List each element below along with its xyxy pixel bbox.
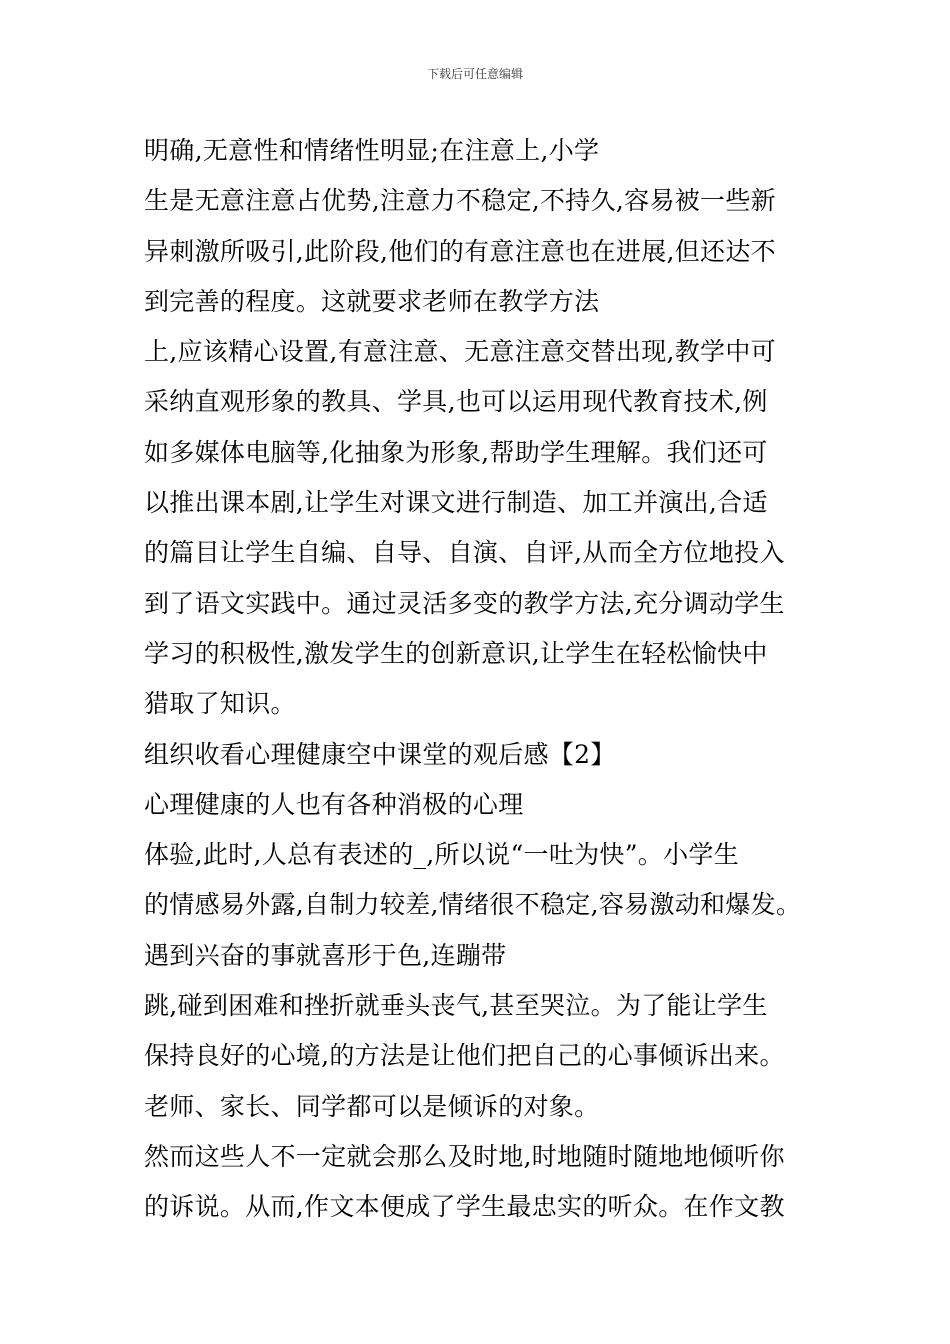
page-header: 下载后可任意编辑	[426, 67, 523, 81]
text-line: 保持良好的心境,的方法是让他们把自己的心事倾诉出来。	[144, 1041, 785, 1071]
text-line: 到完善的程度。这就要求老师在教学方法	[144, 286, 600, 316]
text-line: 跳,碰到困难和挫折就垂头丧气,甚至哭泣。为了能让学生	[144, 991, 768, 1021]
text-line: 老师、家长、同学都可以是倾诉的对象。	[144, 1091, 600, 1121]
body-text	[144, 128, 824, 1235]
text-line: 的篇目让学生自编、自导、自演、自评,从而全方位地投入	[144, 538, 785, 568]
text-line: 如多媒体电脑等,化抽象为形象,帮助学生理解。我们还可	[144, 437, 768, 467]
text-line: 明确,无意性和情绪性明显;在注意上,小学	[144, 136, 600, 165]
text-line: 的诉说。从而,作文本便成了学生最忠实的听众。在作文教	[144, 1192, 785, 1222]
text-line: 异刺激所吸引,此阶段,他们的有意注意也在进展,但还达不	[144, 236, 776, 266]
text-line: 生是无意注意占优势,注意力不稳定,不持久,容易被一些新	[144, 186, 776, 216]
text-line: 猎取了知识。	[144, 689, 296, 719]
text-line: 以推出课本剧,让学生对课文进行制造、加工并演出,合适	[144, 488, 768, 518]
text-line: 然而这些人不一定就会那么及时地,时地随时随地地倾听你	[144, 1141, 785, 1171]
text-line: 学习的积极性,激发学生的创新意识,让学生在轻松愉快中	[144, 638, 768, 668]
text-line: 采纳直观形象的教具、学具,也可以运用现代教育技术,例	[144, 387, 768, 417]
text-line: 到了语文实践中。通过灵活多变的教学方法,充分调动学生	[144, 588, 785, 618]
text-line: 心理健康的人也有各种消极的心理	[144, 789, 524, 819]
text-line: 体验,此时,人总有表述的_,所以说“一吐为快”。小学生	[144, 840, 740, 870]
section-heading: 组织收看心理健康空中课堂的观后感【2】	[144, 739, 616, 769]
text-line: 的情感易外露,自制力较差,情绪很不稳定,容易激动和爆发。	[144, 890, 802, 920]
text-line: 上,应该精心设置,有意注意、无意注意交替出现,教学中可	[144, 337, 776, 367]
text-line: 遇到兴奋的事就喜形于色,连蹦带	[144, 940, 507, 970]
